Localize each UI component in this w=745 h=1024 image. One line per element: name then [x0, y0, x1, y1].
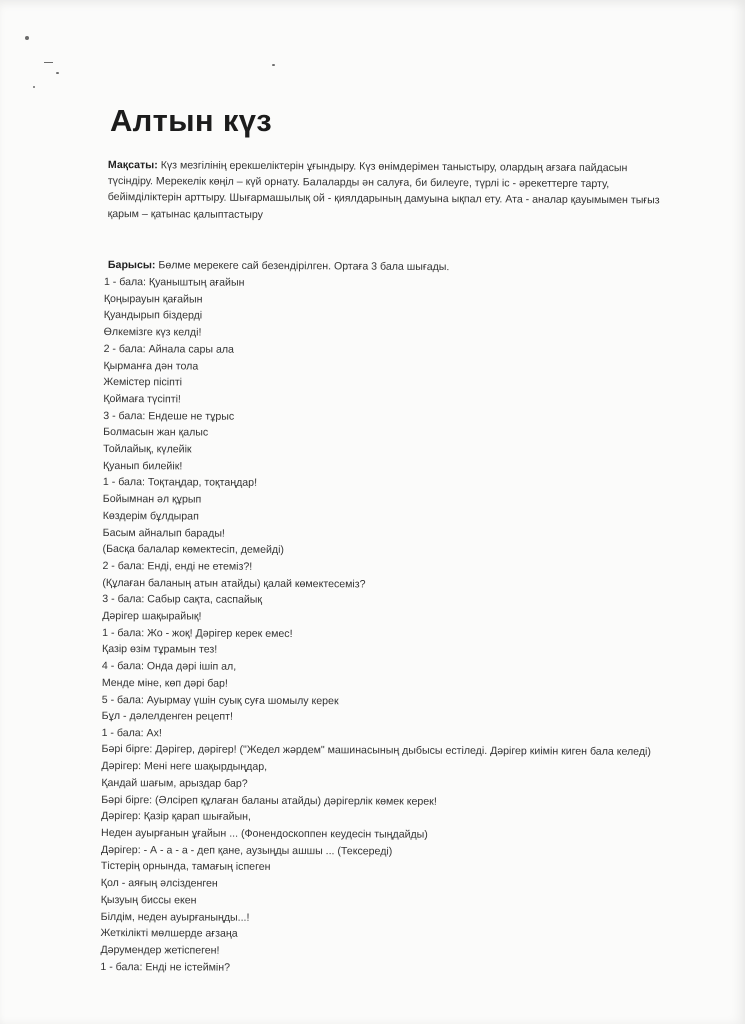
script-line: Көздерім бұлдырап [102, 509, 199, 523]
script-line: Бойымнан әл құрып [102, 493, 202, 506]
scan-speck [25, 36, 29, 40]
script-line: Дәрігер: Мені неге шақырдыңдар, [101, 760, 268, 774]
progress-label: Барысы: [107, 258, 156, 272]
goal-paragraph [108, 157, 668, 225]
script-line: Қазір өзім тұрамын тез! [102, 643, 218, 657]
script-line: Қырманға дән тола [103, 359, 199, 373]
script-line: 2 - бала: Енді, енді не етеміз?! [102, 559, 253, 573]
goal-text: Күз мезгілінің ерекшеліктерін ұғындыру. Күз өнімдерімен таныстыру, олардың ағзаға пайдасын түсіндіру. Мерекелік көңіл – күй орнату. Балаларды ән салуға, би билеуге, түрлі іс - әрекеттерге тарту, бейімділіктерін арттыру. Шығармашылық ой - қиялдарының дамуына ықпал ету. Ата - аналар қауымымен тығыз қарым – қатынас қалыптастыру [107, 159, 660, 221]
script-line: Қуанып билейік! [102, 459, 183, 473]
scan-speck [56, 72, 59, 74]
script-line: (Құлаған баланың атын атайды) қалай көмектесеміз? [102, 576, 366, 591]
document-title: Алтын күз [110, 103, 272, 138]
script-line: Қуандырып біздерді [103, 309, 203, 322]
script-line: 3 - бала: Ендеше не тұрыс [103, 409, 235, 423]
goal-label: Мақсаты: [107, 158, 158, 172]
script-line: 1 - бала: Тоқтаңдар, тоқтаңдар! [102, 476, 258, 490]
script-line: Болмасын жан қалыс [103, 426, 209, 439]
script-line: Дәрігер: - А - а - а - деп қане, аузыңды ашшы ... (Тексереді) [100, 843, 393, 858]
script-line: 4 - бала: Онда дәрі ішіп ал, [101, 660, 237, 673]
script-line: 1 - бала: Қуаныштың ағайын [103, 275, 245, 289]
scan-speck [44, 62, 53, 63]
script-line: Дәрумендер жетіспеген! [100, 943, 220, 957]
script-line: Жемістер пісіпті [103, 376, 183, 389]
script-line: Тойлайық, күлейік [103, 443, 192, 456]
script-line: Қоңырауын қағайын [103, 292, 203, 306]
script-lines [100, 274, 684, 978]
script-line: 2 - бала: Айнала сары ала [103, 342, 234, 356]
scan-speck [33, 86, 35, 88]
script-line: Басым айналып барады! [102, 526, 225, 540]
scan-speck [272, 64, 275, 66]
script-line: Бәрі бірге: (Әлсіреп құлаған баланы атайды) дәрігерлік көмек керек! [101, 793, 437, 808]
script-line: Бәрі бірге: Дәрігер, дәрігер! ("Жедел жәрдем" машинасының дыбысы естіледі. Дәрігер киімін киген бала келеді) [101, 742, 651, 758]
script-line: Жеткілікті мөлшерде ағзаңа [100, 927, 238, 940]
script-line: Өлкемізге күз келді! [103, 326, 202, 339]
progress-text: Бөлме мерекеге сай безендірілген. Ортаға 3 бала шығады. [158, 259, 450, 274]
script-line: 5 - бала: Ауырмау үшін суық суға шомылу керек [101, 693, 339, 707]
script-line: 1 - бала: Енді не істеймін? [100, 960, 231, 974]
script-line: Бұл - дәлелденген рецепт! [101, 710, 233, 723]
script-line: Білдім, неден ауырғаныңды...! [100, 910, 250, 924]
script-line: 1 - бала: Жо - жоқ! Дәрігер керек емес! [102, 626, 293, 640]
script-line: (Басқа балалар көмектесіп, демейді) [102, 543, 285, 557]
script-line: Дәрігер шақырайық! [102, 610, 202, 623]
script-line: 1 - бала: Ах! [101, 726, 162, 740]
script-line: 3 - бала: Сабыр сақта, саспайық [102, 593, 263, 607]
script-line: Менде міне, көп дәрі бар! [101, 676, 228, 690]
script-line: Неден ауырғанын ұғайын ... (Фонендоскоппен кеудесін тыңдайды) [101, 826, 428, 841]
script-line: Тістерің орнында, тамағың іспеген [100, 860, 271, 874]
script-line: Қандай шағым, арыздар бар? [101, 776, 248, 790]
script-line: Дәрігер: Қазір қарап шығайын, [101, 810, 251, 824]
script-line: Қызуың биссы екен [100, 893, 197, 907]
script-line: Қол - аяғың әлсізденген [100, 877, 218, 890]
script-line: Қоймаға түсіпті! [103, 392, 181, 406]
